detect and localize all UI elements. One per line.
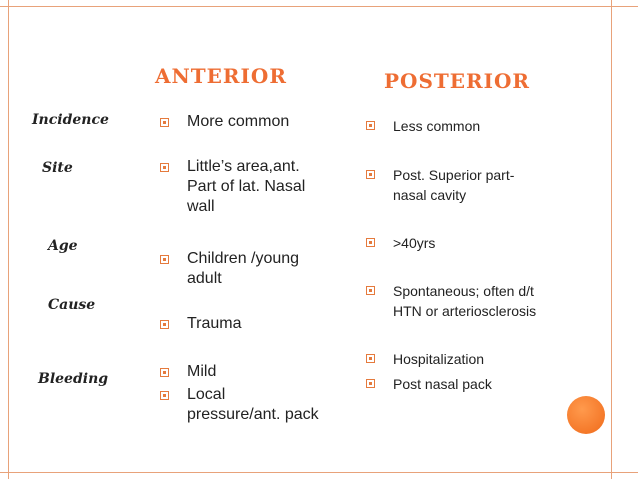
text-line: nasal cavity: [393, 187, 467, 203]
orange-circle-decoration: [567, 396, 605, 434]
text-line: Post. Superior part-: [393, 167, 515, 183]
text-line: pressure/ant. pack: [187, 406, 319, 423]
label-cause: Cause: [48, 297, 96, 313]
anterior-item-age: [160, 249, 299, 289]
label-site: Site: [42, 160, 73, 176]
bullet-icon: [160, 368, 169, 377]
bullet-icon: [366, 286, 375, 295]
text-line: wall: [187, 198, 215, 215]
bullet-icon: [366, 354, 375, 363]
text-line: Less common: [393, 118, 481, 134]
posterior-item-site: [366, 165, 514, 205]
text-line: Trauma: [187, 315, 242, 332]
posterior-item-cause: [366, 281, 536, 321]
posterior-item-bleeding-1: [366, 349, 484, 369]
label-incidence: Incidence: [32, 112, 109, 128]
posterior-header: POSTERIOR: [384, 69, 531, 93]
text-line: More common: [187, 113, 290, 130]
bullet-icon: [160, 118, 169, 127]
frame-right-line: [611, 0, 612, 479]
frame-bottom-line: [0, 472, 638, 473]
anterior-header: ANTERIOR: [155, 64, 287, 88]
text-line: adult: [187, 270, 222, 287]
text-line: Post nasal pack: [393, 376, 492, 392]
bullet-icon: [160, 391, 169, 400]
label-bleeding: Bleeding: [38, 371, 109, 387]
text-line: Local: [187, 386, 226, 403]
text-line: Little’s area,ant.: [187, 158, 300, 175]
bullet-icon: [160, 255, 169, 264]
frame-left-line: [8, 0, 9, 479]
bullet-icon: [160, 320, 169, 329]
bullet-icon: [366, 238, 375, 247]
text-line: Part of lat. Nasal: [187, 178, 306, 195]
text-line: HTN or arteriosclerosis: [393, 303, 537, 319]
bullet-icon: [366, 121, 375, 130]
text-line: >40yrs: [393, 235, 436, 251]
text-line: Children /young: [187, 250, 300, 267]
text-line: Spontaneous; often d/t: [393, 283, 534, 299]
bullet-icon: [366, 170, 375, 179]
anterior-item-cause: [160, 314, 242, 334]
text-line: Hospitalization: [393, 351, 485, 367]
bullet-icon: [366, 379, 375, 388]
text-line: Mild: [187, 363, 217, 380]
frame-top-line: [0, 6, 638, 7]
posterior-item-bleeding-2: [366, 374, 492, 394]
bullet-icon: [160, 163, 169, 172]
anterior-item-incidence: [160, 112, 289, 132]
anterior-item-bleeding-2: [160, 385, 319, 425]
anterior-item-site: [160, 157, 305, 217]
anterior-item-bleeding-1: [160, 362, 216, 382]
label-age: Age: [48, 238, 78, 254]
posterior-item-incidence: [366, 116, 480, 136]
posterior-item-age: [366, 233, 435, 253]
